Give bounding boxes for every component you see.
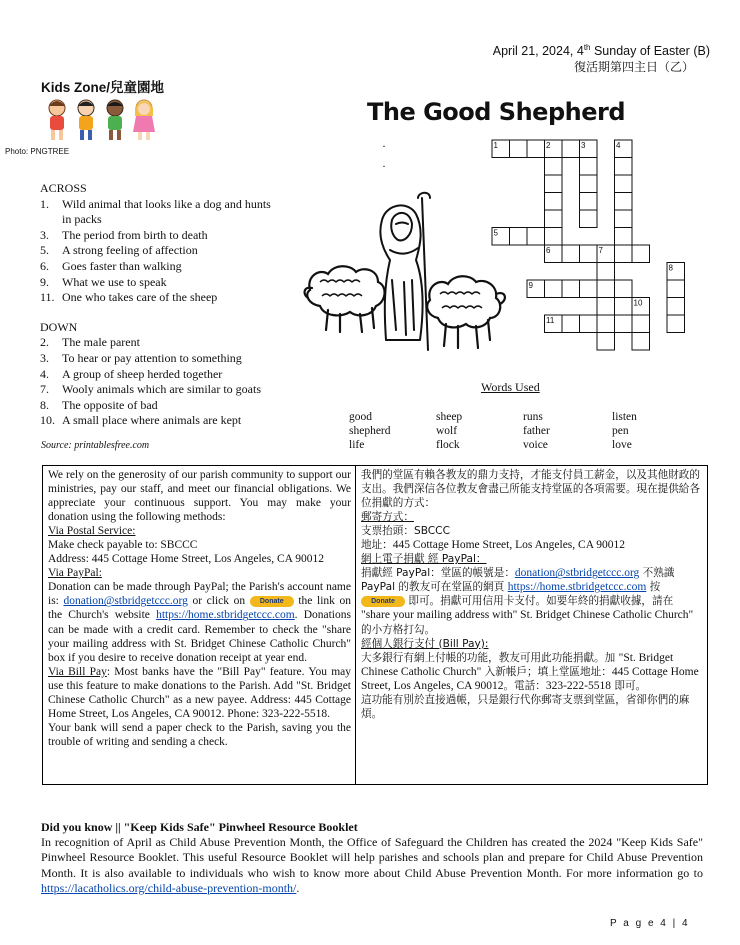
billpay-note: Your bank will send a paper check to the Parish, saving you the trouble of writing and sending a check. bbox=[48, 721, 351, 748]
donation-intro-zh: 我們的堂區有賴各教友的鼎力支持，才能支付員工薪金，以及其他財政的支出。我們深信各位教友會盡己所能支持堂區的各項需要。現在提供給各位捐獻的方式： bbox=[361, 469, 700, 510]
across-heading: ACROSS bbox=[40, 181, 87, 195]
kids-illustration bbox=[42, 96, 162, 142]
kid-2-icon bbox=[78, 100, 94, 140]
crossword-cell[interactable] bbox=[615, 158, 633, 176]
across-clue: 5. A strong feeling of affection bbox=[40, 243, 198, 258]
across-clue: 11. One who takes care of the sheep bbox=[40, 290, 218, 305]
did-you-know-body: In recognition of April as Child Abuse Prevention Month, the Office of Safeguard the Children has created the 2024 "Keep Kids Safe" Pinwheel Resource Booklet. This useful Resource Booklet will help parishes and schools plan and prepare for Child Abuse Prevention Month. It is also available to individuals who wish to know more about Child Abuse Prevention Month. For more information go to https://lacatholics.org/child-abuse-prevention-month/. bbox=[41, 835, 703, 895]
word-item: good bbox=[349, 411, 372, 423]
word-item: wolf bbox=[436, 425, 458, 437]
postal-payable: Make check payable to: SBCCC bbox=[48, 539, 198, 552]
crossword-number: 4 bbox=[616, 141, 621, 150]
crossword-cell[interactable] bbox=[632, 333, 650, 351]
word-item: pen bbox=[612, 425, 629, 437]
paypal-email-link[interactable]: donation@stbridgetccc.org bbox=[63, 595, 188, 608]
word-item: listen bbox=[612, 411, 637, 423]
page-number: P a g e 4 | 4 bbox=[610, 918, 690, 929]
donation-chinese bbox=[356, 466, 707, 784]
bank-heading-zh: 經個人銀行支付 (Bill Pay): bbox=[361, 637, 489, 650]
donation-box bbox=[42, 465, 708, 785]
crossword-cell[interactable] bbox=[615, 245, 633, 263]
billpay-heading: Via Bill Pay bbox=[48, 665, 107, 678]
crossword-cell[interactable] bbox=[527, 140, 545, 158]
crossword-cell[interactable] bbox=[527, 228, 545, 246]
crossword-number: 5 bbox=[493, 228, 498, 238]
crossword-cell[interactable] bbox=[510, 140, 528, 158]
down-clue: 8. The opposite of bad bbox=[40, 397, 158, 412]
clue-list bbox=[40, 181, 340, 429]
down-clue: 4. A group of sheep herded together bbox=[40, 366, 223, 381]
crossword-cell[interactable] bbox=[580, 210, 598, 228]
photo-credit: Photo: PNGTREE bbox=[5, 147, 70, 156]
crossword-cell[interactable] bbox=[667, 315, 685, 333]
crossword-cell[interactable] bbox=[597, 298, 615, 316]
crossword-cell[interactable] bbox=[562, 280, 580, 298]
crossword-number: 10 bbox=[633, 298, 643, 308]
crossword-cell[interactable] bbox=[597, 280, 615, 298]
crossword-cell[interactable] bbox=[510, 228, 528, 246]
postal-heading-zh: 郵寄方式： bbox=[361, 511, 414, 524]
crossword-number: 9 bbox=[528, 281, 533, 290]
down-clue: 3. To hear or pay attention to something bbox=[40, 350, 242, 365]
words-used-title: Words Used bbox=[481, 380, 540, 394]
down-clue: 10. A small place where animals are kept bbox=[40, 413, 242, 428]
crossword-cell[interactable] bbox=[580, 315, 598, 333]
crossword-cell[interactable] bbox=[632, 245, 650, 263]
decorative-dots: · · bbox=[382, 139, 386, 173]
bank-text-zh: 大多銀行有網上付帳的功能，教友可用此功能捐獻。加 "St. Bridget Chinese Catholic Church" 入新帳戶；填上堂區地址：445 Cottage Home Street, Los Angeles, CA 90012。電話：323-222-5518 即可。 bbox=[361, 651, 699, 692]
crossword-cell[interactable] bbox=[545, 280, 563, 298]
crossword-cell[interactable] bbox=[562, 245, 580, 263]
website-link-zh[interactable]: https://home.stbridgetccc.com bbox=[507, 581, 647, 594]
down-clue: 2. The male parent bbox=[40, 335, 140, 350]
word-item: runs bbox=[523, 411, 543, 423]
paypal-heading: Via PayPal: bbox=[48, 567, 102, 580]
shepherd-illustration bbox=[300, 190, 510, 360]
crossword-cell[interactable] bbox=[545, 228, 563, 246]
crossword-cell[interactable] bbox=[615, 315, 633, 333]
paypal-email-link-zh[interactable]: donation@stbridgetccc.org bbox=[514, 567, 640, 580]
online-text-zh: 捐獻經 PayPal：堂區的帳號是：donation@stbridgetccc.org 不熟識 PayPal 的教友可在堂區的網頁 https://home.stbridgetccc.com 按 Donate 即可。捐獻可用信用卡支付。如要年終的捐獻收據，請在 "share your mailing address with" St. Bridget Chinese Catholic Church" 的小方格打勾。 bbox=[361, 567, 694, 636]
postal-heading: Via Postal Service: bbox=[48, 525, 136, 538]
crossword-number: 8 bbox=[668, 263, 673, 273]
kid-4-icon bbox=[133, 100, 155, 140]
bulletin-date: April 21, 2024, 4th Sunday of Easter (B) bbox=[492, 43, 710, 59]
across-clue: 6. Goes faster than walking bbox=[40, 258, 182, 273]
crossword-cell[interactable] bbox=[667, 280, 685, 298]
did-you-know-title: Did you know || "Keep Kids Safe" Pinwheel Resource Booklet bbox=[41, 820, 358, 834]
crossword-cell[interactable] bbox=[580, 280, 598, 298]
crossword-cell[interactable] bbox=[615, 228, 633, 246]
billpay-text: Via Bill Pay: Most banks have the "Bill Pay" feature. You may use this feature to make donations to the Parish. Add "St. Bridget Chinese Catholic Church" as a new payee. Address: 445 Cottage Home Street, Los Angeles, CA 90012. Phone: 323-222-5518. bbox=[48, 665, 351, 720]
word-item: shepherd bbox=[349, 425, 391, 437]
crossword-cell[interactable] bbox=[615, 210, 633, 228]
crossword-cell[interactable] bbox=[597, 333, 615, 351]
word-item: sheep bbox=[436, 411, 463, 423]
crossword-cell[interactable] bbox=[667, 298, 685, 316]
crossword-cell[interactable] bbox=[597, 315, 615, 333]
postal-payable-zh: 支票抬頭：SBCCC bbox=[361, 525, 450, 538]
crossword-cell[interactable] bbox=[545, 193, 563, 211]
crossword-number: 6 bbox=[546, 246, 551, 255]
crossword-cell[interactable] bbox=[580, 245, 598, 263]
word-item: father bbox=[523, 425, 550, 437]
postal-address: Address: 445 Cottage Home Street, Los Angeles, CA 90012 bbox=[48, 553, 324, 566]
crossword-grid bbox=[488, 138, 698, 353]
crossword-cell[interactable] bbox=[615, 280, 633, 298]
across-clue: 9. What we use to speak bbox=[40, 274, 167, 289]
kid-1-icon bbox=[49, 100, 65, 140]
crossword-number: 7 bbox=[598, 246, 603, 255]
chinese-date: 復活期第四主日（乙） bbox=[573, 60, 694, 74]
crossword-cell[interactable] bbox=[632, 315, 650, 333]
puzzle-title: The Good Shepherd bbox=[367, 98, 626, 126]
kids-zone-title: Kids Zone/兒童園地 bbox=[41, 80, 165, 95]
crossword-cell[interactable] bbox=[580, 158, 598, 176]
down-clue: 7. Wooly animals which are similar to goats bbox=[40, 382, 261, 397]
across-clue: 3. The period from birth to death bbox=[40, 227, 208, 242]
word-item: flock bbox=[436, 439, 460, 451]
across-clue: 1. Wild animal that looks like a dog and hunts in packs bbox=[40, 196, 271, 227]
donation-intro: We rely on the generosity of our parish community to support our ministries, pay our staff, and meet our financial obligations. We appreciate your continuous support. You may make your donation using the following methods: bbox=[48, 469, 351, 524]
crossword-cell[interactable] bbox=[562, 315, 580, 333]
word-item: life bbox=[349, 439, 365, 451]
donate-button-zh[interactable]: Donate bbox=[361, 596, 405, 607]
source-credit: Source: printablesfree.com bbox=[41, 440, 150, 451]
donate-button[interactable]: Donate bbox=[250, 596, 294, 607]
crossword-number: 3 bbox=[581, 141, 586, 150]
online-heading-zh: 網上電子捐獻 經 PayPal： bbox=[361, 553, 487, 566]
crossword-cell[interactable] bbox=[545, 158, 563, 176]
crossword-cell[interactable] bbox=[580, 175, 598, 193]
crossword-cell[interactable] bbox=[580, 193, 598, 211]
crossword-number: 11 bbox=[546, 316, 555, 325]
paypal-text: Donation can be made through PayPal; the Parish's account name is: donation@stbridgetccc.org or click on Donate the link on the Church's website https://home.stbridgetccc.com. Donations can be made with a credit card. Remember to check the "share your mailing address with St. Bridget Chinese Catholic Church" box if you desire to receive donation receipt at year end. bbox=[48, 581, 351, 664]
words-used-list bbox=[349, 410, 679, 452]
donation-english bbox=[43, 466, 356, 784]
crossword-cell[interactable] bbox=[597, 263, 615, 281]
did-you-know-section bbox=[41, 820, 703, 896]
crossword-cell[interactable] bbox=[545, 175, 563, 193]
bank-note-zh: 這功能有別於直接過帳，只是銀行代你郵寄支票到堂區，省卻你們的麻煩。 bbox=[361, 693, 690, 720]
word-item: voice bbox=[523, 439, 548, 451]
child-abuse-prevention-link[interactable]: https://lacatholics.org/child-abuse-prevention-month/ bbox=[41, 880, 297, 895]
crossword-cell[interactable] bbox=[562, 140, 580, 158]
crossword-cell[interactable] bbox=[615, 175, 633, 193]
crossword-number: 2 bbox=[546, 141, 551, 150]
word-item: love bbox=[612, 439, 632, 451]
postal-address-zh: 地址：445 Cottage Home Street, Los Angeles, CA 90012 bbox=[361, 539, 625, 552]
crossword-cell[interactable] bbox=[615, 193, 633, 211]
crossword-cell[interactable] bbox=[545, 210, 563, 228]
website-link[interactable]: https://home.stbridgetccc.com bbox=[156, 609, 295, 622]
kid-3-icon bbox=[107, 100, 123, 140]
crossword-number: 1 bbox=[493, 141, 498, 150]
down-heading: DOWN bbox=[40, 319, 78, 334]
